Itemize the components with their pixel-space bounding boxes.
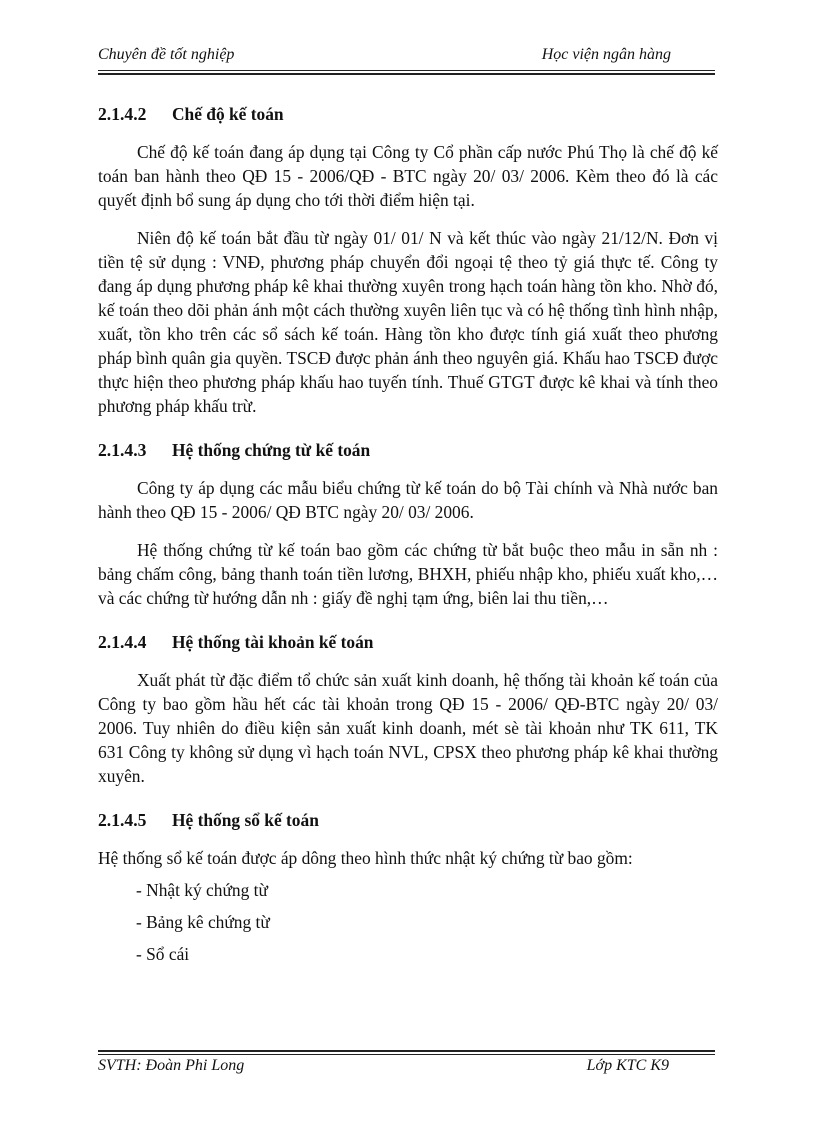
list-item: - Sổ cái bbox=[136, 944, 190, 964]
list-item: - Bảng kê chứng từ bbox=[136, 912, 270, 932]
section-title: Chế độ kế toán bbox=[172, 104, 284, 124]
header-rule-thin bbox=[98, 70, 715, 71]
paragraph: Hệ thống chứng từ kế toán bao gồm các chứng từ bắt buộc theo mẫu in sẵn nh : bảng chấm công, bảng thanh toán tiền lương, BHXH, phiếu nhập kho, phiếu xuất kho,… và các chứng từ hướng dẫn nh : giấy đề nghị tạm ứng, biên lai thu tiền,… bbox=[98, 540, 718, 608]
section-title: Hệ thống tài khoản kế toán bbox=[172, 632, 374, 652]
section-heading bbox=[98, 630, 718, 654]
paragraph: Xuất phát từ đặc điểm tổ chức sản xuất kinh doanh, hệ thống tài khoản kế toán của Công ty bao gồm hầu hết các tài khoản trong QĐ 15 - 2006/ QĐ-BTC ngày 20/ 03/ 2006. Tuy nhiên do điều kiện sản xuất kinh doanh, mét sè tài khoản như TK 611, TK 631 Công ty không sử dụng vì hạch toán NVL, CPSX theo phương pháp kê khai thường xuyên. bbox=[98, 670, 718, 786]
list-item: - Nhật ký chứng từ bbox=[136, 880, 268, 900]
section-number: 2.1.4.2 bbox=[98, 104, 147, 124]
header-rule-thick bbox=[98, 73, 715, 75]
footer-left-text: SVTH: Đoàn Phi Long bbox=[98, 1057, 245, 1074]
paragraph: Chế độ kế toán đang áp dụng tại Công ty Cổ phần cấp nước Phú Thọ là chế độ kế toán ban hành theo QĐ 15 - 2006/QĐ - BTC ngày 20/ 03/ 2006. Kèm theo đó là các quyết định bổ sung áp dụng cho tới thời điểm hiện tại. bbox=[98, 142, 718, 210]
page-footer bbox=[98, 1057, 715, 1077]
section-number: 2.1.4.5 bbox=[98, 810, 147, 830]
footer-right-text: Lớp KTC K9 bbox=[586, 1057, 669, 1074]
paragraph: Hệ thống sổ kế toán được áp dông theo hình thức nhật ký chứng từ bao gồm: bbox=[98, 848, 633, 868]
paragraph: Công ty áp dụng các mẫu biểu chứng từ kế toán do bộ Tài chính và Nhà nước ban hành theo QĐ 15 - 2006/ QĐ BTC ngày 20/ 03/ 2006. bbox=[98, 478, 718, 522]
section-number: 2.1.4.3 bbox=[98, 440, 147, 460]
section-heading bbox=[98, 808, 718, 832]
header-left-text: Chuyên đề tốt nghiệp bbox=[98, 46, 235, 63]
footer-rule-thick bbox=[98, 1050, 715, 1052]
footer-rule-thin bbox=[98, 1054, 715, 1055]
section-heading bbox=[98, 102, 718, 126]
header-right-text: Học viện ngân hàng bbox=[541, 46, 671, 63]
page-content bbox=[98, 100, 718, 966]
paragraph: Niên độ kế toán bắt đầu từ ngày 01/ 01/ N và kết thúc vào ngày 21/12/N. Đơn vị tiền tệ sử dụng : VNĐ, phương pháp chuyển đổi ngoại tệ theo tỷ giá thực tế. Công ty đang áp dụng phương pháp kê khai thường xuyên trong hạch toán hàng tồn kho. Nhờ đó, kế toán theo dõi phản ánh một cách thường xuyên liên tục và có hệ thống tình hình nhập, xuất, tồn kho trên các sổ sách kế toán. Hàng tồn kho được tính giá xuất theo phương pháp bình quân gia quyền. TSCĐ được phản ánh theo nguyên giá. Khấu hao TSCĐ được thực hiện theo phương pháp khấu hao tuyến tính. Thuế GTGT được kê khai và tính theo phương pháp khấu trừ. bbox=[98, 228, 718, 416]
page-header bbox=[98, 46, 715, 66]
section-title: Hệ thống sổ kế toán bbox=[172, 810, 319, 830]
section-title: Hệ thống chứng từ kế toán bbox=[172, 440, 371, 460]
section-heading bbox=[98, 438, 718, 462]
section-number: 2.1.4.4 bbox=[98, 632, 147, 652]
